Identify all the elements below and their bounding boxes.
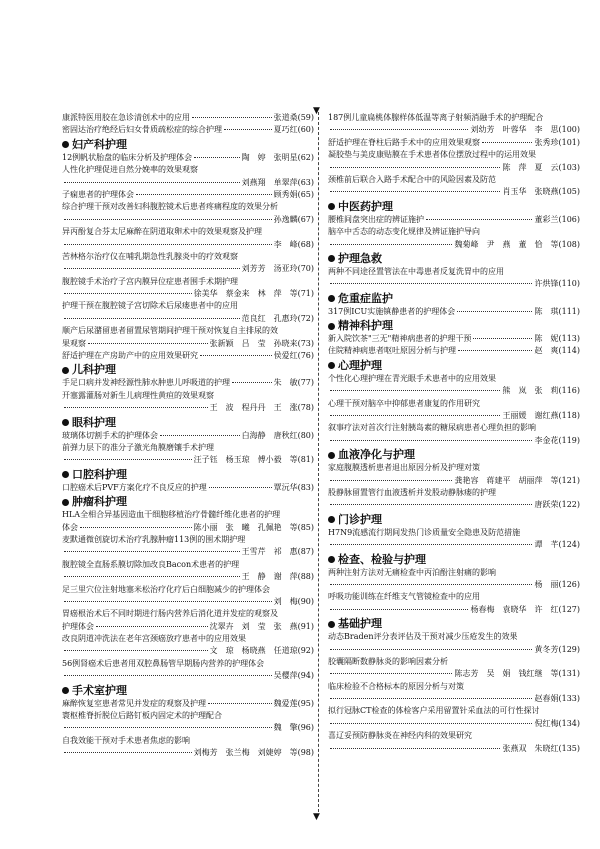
leader-dots bbox=[330, 609, 468, 610]
bullet-icon bbox=[328, 323, 335, 330]
leader-dots bbox=[330, 440, 532, 441]
toc-authors: 魏爱莲(95) bbox=[273, 698, 314, 708]
toc-entry[interactable] bbox=[62, 698, 314, 710]
section-heading-text: 危重症监护 bbox=[338, 291, 393, 305]
toc-authors: 魏菊峰 尹 燕 董 恰 等(108) bbox=[454, 239, 580, 249]
section-heading bbox=[328, 292, 580, 306]
toc-authors: 刘芳芳 汤亚玲(70) bbox=[241, 264, 314, 274]
toc-entry-title: 腹腔镜手术治疗子宫内膜异位症患者围手术期护理 bbox=[62, 276, 238, 286]
toc-authors: 张道桑(59) bbox=[273, 113, 314, 122]
toc-title-line: 叙事疗法对首次行注射胰岛素的糖尿病患者心理负担的影响 bbox=[328, 423, 536, 433]
toc-authors-line bbox=[62, 596, 314, 608]
toc-title-line: 个性化心理护理在青光眼手术患者中的应用效果 bbox=[328, 373, 496, 383]
bullet-icon bbox=[328, 203, 335, 210]
leader-dots bbox=[64, 407, 208, 408]
section-heading bbox=[328, 448, 580, 462]
section-heading bbox=[62, 416, 314, 430]
toc-title-line: 人性化护理促进自然分娩率的效果观察 bbox=[62, 165, 198, 175]
toc-authors-line bbox=[328, 604, 580, 616]
leader-dots bbox=[64, 318, 240, 319]
toc-entry[interactable] bbox=[62, 124, 314, 136]
section-heading bbox=[328, 513, 580, 527]
toc-authors: 李金花(119) bbox=[534, 435, 580, 445]
section-heading-text: 血液净化与护理 bbox=[338, 448, 415, 462]
toc-entry[interactable] bbox=[62, 430, 314, 442]
section-heading bbox=[328, 359, 580, 373]
leader-dots bbox=[208, 703, 272, 704]
leader-dots bbox=[64, 727, 272, 728]
toc-entry-title: 口腔癌术后PVF方案化疗不良反应的护理 bbox=[62, 482, 207, 492]
leader-dots bbox=[330, 191, 500, 192]
leader-dots bbox=[64, 601, 272, 602]
toc-authors: 王 静 谢 萍(88) bbox=[241, 572, 314, 582]
toc-title-line: 自我效能干预对手术患者焦虑的影响 bbox=[62, 735, 190, 745]
toc-entry[interactable] bbox=[62, 112, 314, 124]
section-heading bbox=[62, 684, 314, 698]
toc-authors: 赵 爽(114) bbox=[534, 346, 580, 356]
toc-title-line: 顺产后尿潴留患者留置尿管期间护理干预对恢复自主排尿的效 bbox=[62, 326, 278, 336]
toc-entry[interactable] bbox=[62, 338, 314, 350]
leader-dots bbox=[160, 435, 240, 436]
toc-entry[interactable] bbox=[328, 137, 580, 149]
toc-title-line: HLA全相合异基因造血干细胞移植治疗骨髓纤维化患者的护理 bbox=[62, 510, 281, 520]
leader-dots bbox=[330, 584, 532, 585]
toc-title-line: 寰枢椎脊折脱位后路钉板内固定术的护理配合 bbox=[62, 711, 222, 721]
toc-authors: 王丽媛 谢红燕(118) bbox=[502, 411, 580, 421]
toc-authors: 魏 擎(96) bbox=[273, 723, 314, 733]
leader-dots bbox=[330, 283, 532, 284]
bullet-icon bbox=[328, 362, 335, 369]
bullet-icon bbox=[328, 556, 335, 563]
toc-title-line: 临床检验不合格标本的原因分析与对策 bbox=[328, 681, 464, 691]
toc-authors: 赵春娟(133) bbox=[534, 694, 580, 704]
leader-dots bbox=[136, 194, 272, 195]
leader-dots bbox=[330, 390, 500, 391]
toc-title-line: H7N9流感流行期间发热门诊质量安全隐患及防范措施 bbox=[328, 527, 521, 537]
bullet-icon bbox=[328, 295, 335, 302]
toc-authors: 刘 梅(90) bbox=[273, 596, 314, 606]
toc-title-line: 家庭腹膜透析患者退出原因分析及护理对策 bbox=[328, 463, 480, 473]
section-heading bbox=[62, 468, 314, 482]
toc-title-line: 异丙酚复合芬太尼麻醉在阴道取卵术中的效果观察及护理 bbox=[62, 227, 262, 237]
toc-entry-title: 密固达治疗绝经后妇女骨质疏松症的综合护理 bbox=[62, 125, 222, 135]
leader-dots bbox=[64, 182, 240, 183]
toc-title-line: 足三里穴位注射地塞米松治疗化疗后白细胞减少的护理体会 bbox=[62, 584, 270, 594]
toc-authors: 李 峰(68) bbox=[273, 239, 314, 249]
section-heading-text: 护理急救 bbox=[338, 251, 382, 265]
toc-authors-line bbox=[62, 288, 314, 300]
toc-authors: 顾秀娟(65) bbox=[273, 189, 314, 199]
toc-title-line: 喜辽妥预防静脉炎在神经内科的效果研究 bbox=[328, 731, 472, 741]
toc-authors-line bbox=[62, 177, 314, 189]
toc-authors: 陈 萍 夏 云(103) bbox=[502, 162, 580, 172]
section-heading-text: 基础护理 bbox=[338, 617, 382, 631]
section-heading-text: 妇产科护理 bbox=[72, 137, 127, 151]
toc-title-line: 综合护理干预对改善妇科腹腔镜术后患者疼痛程度的效果分析 bbox=[62, 202, 278, 212]
toc-left-column bbox=[62, 112, 314, 760]
toc-authors-line bbox=[62, 313, 314, 325]
section-heading-text: 眼科护理 bbox=[72, 415, 116, 429]
toc-entry-title: 子痫患者的护理体会 bbox=[62, 189, 134, 199]
toc-authors-line bbox=[328, 278, 580, 290]
toc-authors-line bbox=[328, 410, 580, 422]
toc-title-line: 胶囊隔断数静脉炎的影响因素分析 bbox=[328, 656, 448, 666]
leader-dots bbox=[330, 504, 532, 505]
toc-entry-title: 新入院饮茶"三无"精神病患者的护理干预 bbox=[328, 334, 472, 344]
leader-dots bbox=[458, 350, 532, 351]
leader-dots bbox=[64, 268, 240, 269]
toc-authors: 王 波 程丹丹 王 涨(78) bbox=[209, 403, 314, 413]
toc-authors-line bbox=[328, 239, 580, 251]
toc-entry-title: 股静脉留置管行血液透析并发股动静脉瘘的护理 bbox=[328, 487, 496, 497]
leader-dots bbox=[330, 673, 452, 674]
toc-authors-line bbox=[62, 670, 314, 682]
section-heading-text: 儿科护理 bbox=[72, 363, 116, 377]
leader-dots bbox=[64, 293, 192, 294]
toc-entry[interactable] bbox=[62, 350, 314, 362]
toc-authors: 张燕双 朱晓红(135) bbox=[502, 743, 580, 753]
toc-entry[interactable] bbox=[62, 377, 314, 389]
toc-authors-line bbox=[328, 435, 580, 447]
toc-authors: 张新颖 吕 莹 孙晓来(73) bbox=[209, 338, 314, 348]
toc-authors: 陈 琪(111) bbox=[534, 306, 580, 316]
leader-dots bbox=[80, 527, 192, 528]
toc-authors: 范良红 孔惠玲(72) bbox=[241, 313, 314, 323]
toc-entry-title: 护理体会 bbox=[62, 621, 94, 631]
toc-entry[interactable] bbox=[62, 658, 314, 670]
toc-title-line: 脑卒中舌态的动态变化规律及辨证施护导向 bbox=[328, 227, 480, 237]
leader-dots bbox=[330, 544, 532, 545]
toc-authors: 侯爱红(76) bbox=[273, 351, 314, 361]
leader-dots bbox=[64, 752, 192, 753]
toc-authors-line bbox=[62, 645, 314, 657]
toc-authors-line bbox=[328, 668, 580, 680]
leader-dots bbox=[330, 698, 532, 699]
toc-authors: 孙逸麟(67) bbox=[273, 214, 314, 224]
section-heading bbox=[328, 553, 580, 567]
toc-authors: 倪红梅(134) bbox=[534, 718, 580, 728]
toc-authors-line bbox=[328, 499, 580, 511]
bullet-icon bbox=[328, 452, 335, 459]
section-heading bbox=[328, 319, 580, 333]
toc-entry[interactable] bbox=[62, 522, 314, 534]
toc-authors-line bbox=[62, 546, 314, 558]
section-heading bbox=[328, 200, 580, 214]
toc-entry[interactable] bbox=[62, 482, 314, 494]
toc-authors: 陈志芳 吴 娟 钱红继 等(131) bbox=[454, 669, 580, 679]
toc-authors-line bbox=[328, 743, 580, 755]
bullet-icon bbox=[62, 367, 69, 374]
toc-entry[interactable] bbox=[328, 631, 580, 643]
toc-title-line: 护理干预在腹腔镜子宫切除术后尿瘘患者中的应用 bbox=[62, 301, 238, 311]
toc-authors-line bbox=[62, 722, 314, 734]
toc-authors: 许烘锋(110) bbox=[534, 279, 580, 289]
toc-entry-title: 康派特医用胶在急诊清创术中的应用 bbox=[62, 113, 190, 122]
toc-authors: 黄冬芳(129) bbox=[534, 644, 580, 654]
toc-authors: 陈 妮(113) bbox=[534, 334, 580, 344]
toc-entry[interactable] bbox=[328, 214, 580, 226]
toc-authors: 王雪芹 祁 惠(87) bbox=[241, 547, 314, 557]
toc-entry[interactable] bbox=[328, 345, 580, 357]
section-heading-text: 心理护理 bbox=[338, 358, 382, 372]
toc-authors: 刘燕翔 单翠萍(63) bbox=[241, 177, 314, 187]
leader-dots bbox=[330, 167, 500, 168]
toc-authors: 夏巧红(60) bbox=[273, 125, 314, 135]
toc-authors: 覃沅华(83) bbox=[273, 482, 314, 492]
section-heading-text: 精神科护理 bbox=[338, 319, 393, 333]
toc-title-line: 麦默通微创旋切术治疗乳腺肿瘤113例的围术期护理 bbox=[62, 534, 246, 544]
leader-dots bbox=[64, 219, 272, 220]
toc-entry[interactable] bbox=[328, 306, 580, 318]
bullet-icon bbox=[62, 471, 69, 478]
leader-dots bbox=[192, 117, 272, 118]
toc-authors: 朱 敏(77) bbox=[273, 378, 314, 388]
toc-entry-title: 住院精神病患者呕吐原因分析与护理 bbox=[328, 346, 456, 356]
bullet-icon bbox=[62, 499, 69, 506]
toc-authors-line bbox=[62, 747, 314, 759]
leader-dots bbox=[200, 355, 272, 356]
toc-entry-title: 麻醉恢复室患者常见并发症的观察及护理 bbox=[62, 698, 206, 708]
toc-title-line: 心理干预对脑卒中抑郁患者康复的作用研究 bbox=[328, 398, 480, 408]
toc-title-line: 开塞露灌肠对新生儿病理性黄疸的效果观察 bbox=[62, 390, 214, 400]
bullet-icon bbox=[62, 419, 69, 426]
leader-dots bbox=[330, 244, 452, 245]
toc-entry-title: 317例ICU实施镇静患者的护理体会 bbox=[328, 306, 456, 316]
leader-dots bbox=[88, 343, 208, 344]
toc-authors: 文 琼 杨晓燕 任道琼(92) bbox=[209, 646, 314, 656]
toc-entry[interactable] bbox=[328, 487, 580, 499]
toc-authors: 刘幼芳 叶蓉华 李 思(100) bbox=[470, 125, 580, 135]
toc-authors: 陈小丽 张 曦 孔佩艳 等(85) bbox=[193, 522, 314, 532]
leader-dots bbox=[64, 459, 192, 460]
section-heading-text: 手术室护理 bbox=[72, 683, 127, 697]
toc-entry[interactable] bbox=[62, 621, 314, 633]
leader-dots bbox=[224, 129, 272, 130]
toc-entry[interactable] bbox=[328, 705, 580, 717]
toc-authors: 吴樱萍(94) bbox=[273, 671, 314, 681]
leader-dots bbox=[64, 244, 272, 245]
leader-dots bbox=[330, 723, 532, 724]
section-heading bbox=[328, 252, 580, 266]
toc-title-line: 187例儿童扁桃体腺样体低温等离子射频消融手术的护理配合 bbox=[328, 113, 544, 122]
bullet-icon bbox=[62, 687, 69, 694]
toc-title-line: 两种不同途径置管法在中毒患者反复洗胃中的应用 bbox=[328, 266, 504, 276]
divider-arrow-top-icon: ▼ bbox=[313, 106, 320, 116]
leader-dots bbox=[64, 576, 240, 577]
toc-entry-title: 手足口病并发神经源性肺水肿患儿呼吸道的护理 bbox=[62, 378, 230, 388]
toc-authors-line bbox=[328, 644, 580, 656]
toc-authors-line bbox=[62, 214, 314, 226]
toc-authors: 杨春梅 袁晓华 许 红(127) bbox=[470, 604, 580, 614]
toc-right-column bbox=[328, 112, 580, 755]
toc-authors-line bbox=[328, 385, 580, 397]
section-heading-text: 门诊护理 bbox=[338, 512, 382, 526]
leader-dots bbox=[457, 311, 532, 312]
toc-authors-line bbox=[328, 579, 580, 591]
toc-title-line: 两种注射方法对无痛检查中丙泊酚注射痛的影响 bbox=[328, 567, 496, 577]
toc-authors: 龚艳容 蒋建平 胡丽萍 等(121) bbox=[454, 475, 580, 485]
bullet-icon bbox=[328, 516, 335, 523]
toc-title-line: 颈椎前后联合入路手术配合中的风险因素及防范 bbox=[328, 174, 496, 184]
section-heading-text: 检查、检验与护理 bbox=[338, 552, 426, 566]
toc-title-line: 凝胶垫与美皮康贴膜在手术患者体位摆放过程中的运用效果 bbox=[328, 150, 536, 160]
section-heading bbox=[62, 363, 314, 377]
toc-title-line: 前弹力层下的准分子激光角膜磨镶手术护理 bbox=[62, 442, 214, 452]
toc-entry[interactable] bbox=[62, 152, 314, 164]
bullet-icon bbox=[62, 141, 69, 148]
toc-entry-title: 动态Braden评分表评估及干预对减少压疮发生的效果 bbox=[328, 632, 518, 642]
toc-entry-title: 拟行冠脉CT检查的体检客户采用留置针采血法的可行性探讨 bbox=[328, 706, 540, 716]
toc-authors-line bbox=[62, 454, 314, 466]
leader-dots bbox=[330, 480, 452, 481]
toc-authors: 杨 丽(126) bbox=[534, 579, 580, 589]
leader-dots bbox=[330, 649, 532, 650]
leader-dots bbox=[330, 129, 468, 130]
toc-entry[interactable] bbox=[328, 333, 580, 345]
toc-entry-title: 12例帆状胎盘的临床分析及护理体会 bbox=[62, 152, 193, 162]
toc-entry-title: 体会 bbox=[62, 522, 78, 532]
section-heading bbox=[328, 617, 580, 631]
leader-dots bbox=[96, 626, 208, 627]
toc-authors-line bbox=[328, 475, 580, 487]
section-heading-text: 中医药护理 bbox=[338, 199, 393, 213]
toc-authors: 汪子钰 杨玉琼 傅小毅 等(81) bbox=[193, 455, 314, 465]
leader-dots bbox=[330, 415, 500, 416]
leader-dots bbox=[64, 650, 208, 651]
leader-dots bbox=[426, 219, 532, 220]
toc-entry-title: 玻璃体切割手术的护理体会 bbox=[62, 430, 158, 440]
toc-entry[interactable] bbox=[62, 276, 314, 288]
section-heading-text: 口腔科护理 bbox=[72, 467, 127, 481]
toc-entry-title: 果观察 bbox=[62, 338, 86, 348]
toc-authors: 谭 芊(124) bbox=[534, 540, 580, 550]
toc-authors: 董彩兰(106) bbox=[534, 214, 580, 224]
toc-authors: 唐跃荣(122) bbox=[534, 500, 580, 510]
toc-authors: 白海静 唐秋红(80) bbox=[241, 430, 314, 440]
leader-dots bbox=[209, 487, 272, 488]
toc-authors-line bbox=[62, 239, 314, 251]
section-heading bbox=[62, 138, 314, 152]
toc-authors-line bbox=[328, 186, 580, 198]
toc-authors: 张秀珍(101) bbox=[534, 137, 580, 147]
toc-title-line: 苦林格尔治疗仪在哺乳期急性乳腺炎中的疗效观察 bbox=[62, 251, 238, 261]
toc-entry-title: 舒适护理在脊柱后路手术中的应用效果观察 bbox=[328, 137, 480, 147]
toc-entry[interactable] bbox=[62, 189, 314, 201]
toc-title-line: 腹腔镜全直肠系膜切除加改良Bacon术患者的护理 bbox=[62, 559, 240, 569]
section-heading-text: 肿瘤科护理 bbox=[72, 495, 127, 509]
toc-authors-line bbox=[62, 402, 314, 414]
bullet-icon bbox=[328, 255, 335, 262]
bullet-icon bbox=[328, 621, 335, 628]
leader-dots bbox=[64, 551, 240, 552]
toc-title-line: 胃癌根治术后不同时期进行肠内营养后消化道并发症的观察及 bbox=[62, 609, 278, 619]
leader-dots bbox=[194, 157, 239, 158]
section-heading bbox=[62, 495, 314, 509]
toc-title-line: 呼吸功能训练在纤维支气管镜检查中的应用 bbox=[328, 592, 480, 602]
divider-arrow-bottom-icon: ▼ bbox=[313, 812, 320, 822]
toc-authors: 沈翠卉 刘 莹 张 燕(91) bbox=[209, 621, 314, 631]
toc-authors: 陶 婷 张明星(62) bbox=[241, 152, 314, 162]
toc-authors: 熊 岚 张 莉(116) bbox=[502, 386, 580, 396]
toc-authors-line bbox=[328, 693, 580, 705]
toc-authors: 肖玉华 张晓燕(105) bbox=[502, 187, 580, 197]
toc-title-line: 改良阴道冲洗法在老年宫颈癌放疗患者中的应用效果 bbox=[62, 634, 246, 644]
toc-authors-line bbox=[62, 263, 314, 275]
leader-dots bbox=[482, 142, 532, 143]
column-divider bbox=[318, 112, 319, 812]
toc-authors-line bbox=[328, 124, 580, 136]
leader-dots bbox=[473, 338, 532, 339]
toc-authors-line bbox=[328, 539, 580, 551]
toc-authors: 刘梅芳 张兰梅 刘婕婷 等(98) bbox=[193, 748, 314, 758]
toc-entry-title: 56例肾癌术后患者用双腔鼻肠管早期肠内营养的护理体会 bbox=[62, 658, 265, 668]
toc-entry-title: 腰椎间盘突出症的辨证施护 bbox=[328, 214, 424, 224]
toc-authors-line bbox=[62, 571, 314, 583]
toc-authors: 徐美华 蔡金来 林 萍 等(71) bbox=[193, 289, 314, 299]
toc-authors-line bbox=[328, 162, 580, 174]
leader-dots bbox=[64, 675, 272, 676]
toc-authors-line bbox=[328, 718, 580, 730]
toc-entry-title: 舒适护理在产房助产中的应用效果研究 bbox=[62, 351, 198, 361]
leader-dots bbox=[232, 382, 272, 383]
leader-dots bbox=[330, 748, 500, 749]
